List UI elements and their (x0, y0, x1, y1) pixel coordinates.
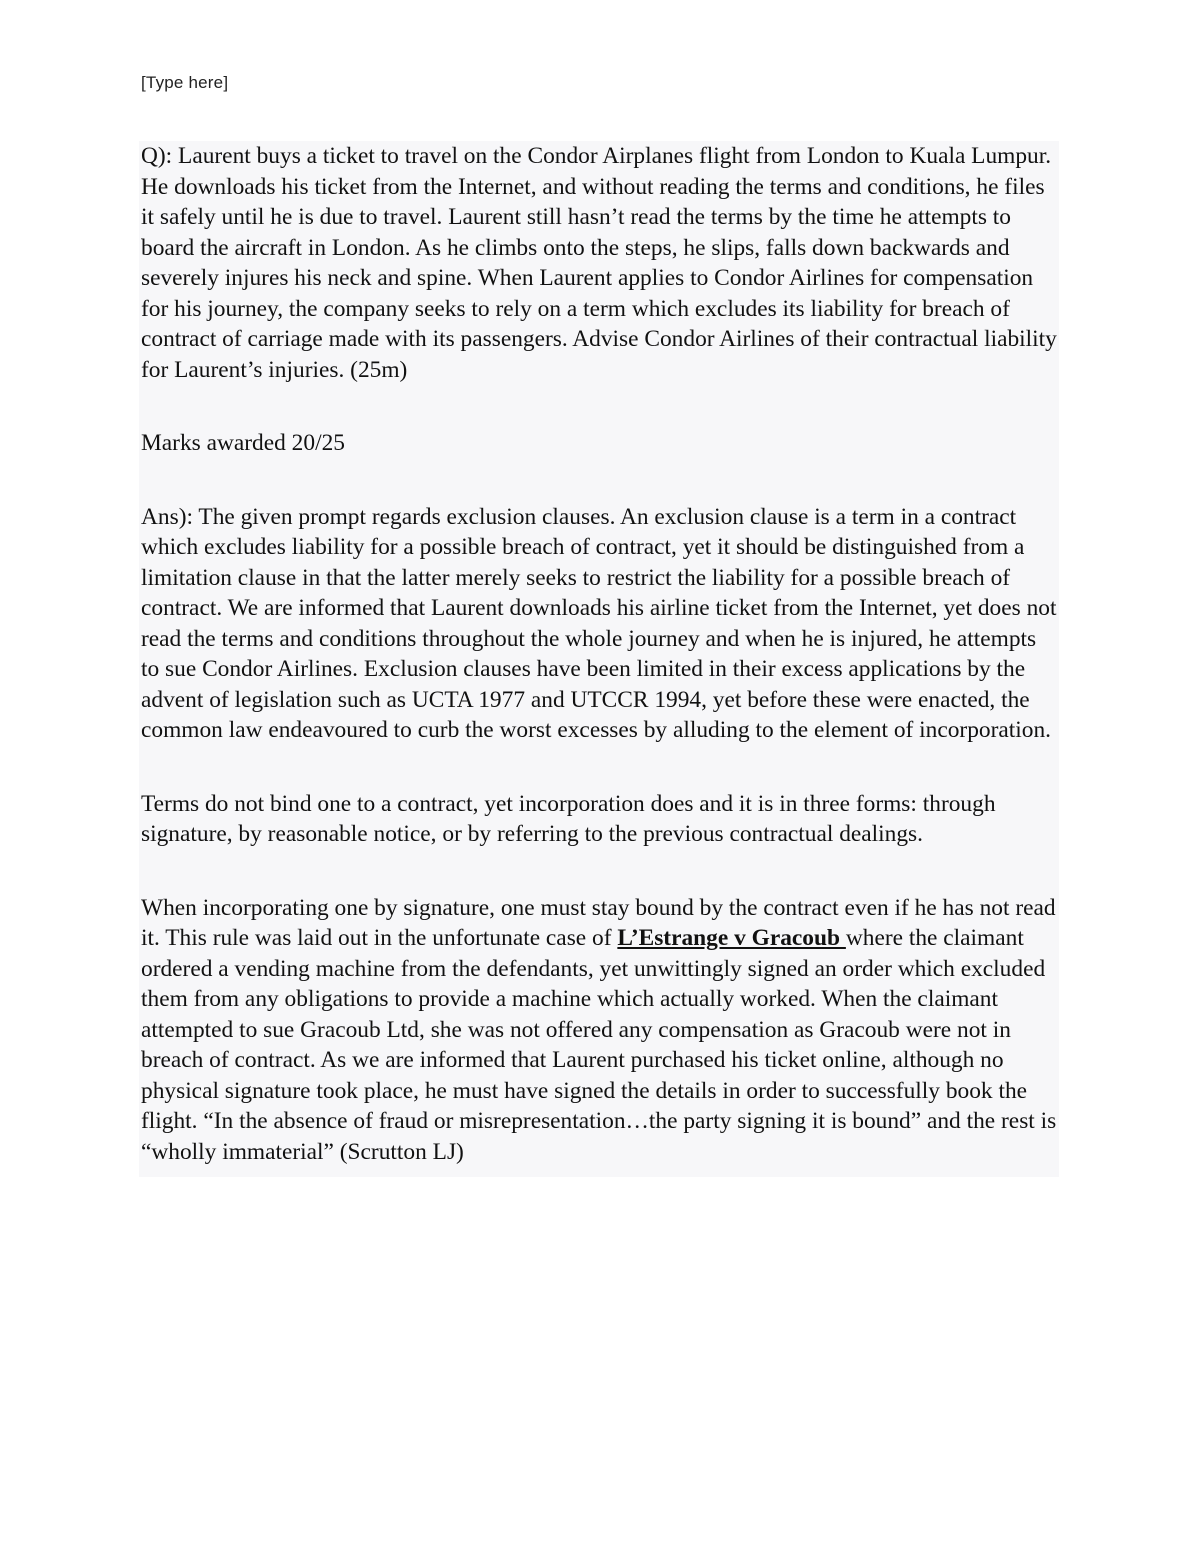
signature-text-after: where the claimant ordered a vending machine from the defendants, yet unwittingly signed an order which excluded them from any obligations to provide a machine which actually worked. When the claimant attempted to sue Gracoub Ltd, she was not offered any compensation as Gracoub were not in breach of contract. As we are informed that Laurent purchased his ticket online, although no physical signature took place, he must have signed the details in order to successfully book the flight. “In the absence of fraud or misrepresentation…the party signing it is bound” and the rest is “wholly immaterial” (Scrutton LJ) (141, 925, 1057, 1165)
header-placeholder: [Type here] (141, 73, 229, 92)
document-body (139, 141, 1059, 1177)
question-paragraph: Q): Laurent buys a ticket to travel on the Condor Airplanes flight from London to Kuala Lumpur. He downloads his ticket from the Internet, and without reading the terms and conditions, he files it safely until he is due to travel. Laurent still hasn’t read the terms by the time he attempts to board the aircraft in London. As he climbs onto the steps, he slips, falls down backwards and severely injures his neck and spine. When Laurent applies to Condor Airlines for compensation for his journey, the company seeks to rely on a term which excludes its liability for breach of contract of carriage made with its passengers. Advise Condor Airlines of their contractual liability for Laurent’s injuries. (25m) (141, 143, 1057, 383)
case-name-lestrange-v-gracoub: L’Estrange v Gracoub (617, 925, 846, 951)
signature-paragraph (141, 893, 1059, 1168)
answer-intro-paragraph: Ans): The given prompt regards exclusion clauses. An exclusion clause is a term in a contract which excludes liability for a possible breach of contract, yet it should be distinguished from a limitation clause in that the latter merely seeks to restrict the liability for a possible breach of contract. We are informed that Laurent downloads his airline ticket from the Internet, yet does not read the terms and conditions throughout the whole journey and when he is injured, he attempts to sue Condor Airlines. Exclusion clauses have been limited in their excess applications by the advent of legislation such as UCTA 1977 and UTCCR 1994, yet before these were enacted, the common law endeavoured to curb the worst excesses by alluding to the element of incorporation. (141, 503, 1057, 743)
incorporation-paragraph: Terms do not bind one to a contract, yet incorporation does and it is in three forms: through signature, by reasonable notice, or by referring to the previous contractual dealings. (141, 790, 996, 847)
signature-text-before: When incorporating one by signature, one must stay bound by the contract even if he has not read it. This rule was laid out in the unfortunate case of (141, 894, 1056, 951)
marks-awarded: Marks awarded 20/25 (141, 430, 345, 456)
